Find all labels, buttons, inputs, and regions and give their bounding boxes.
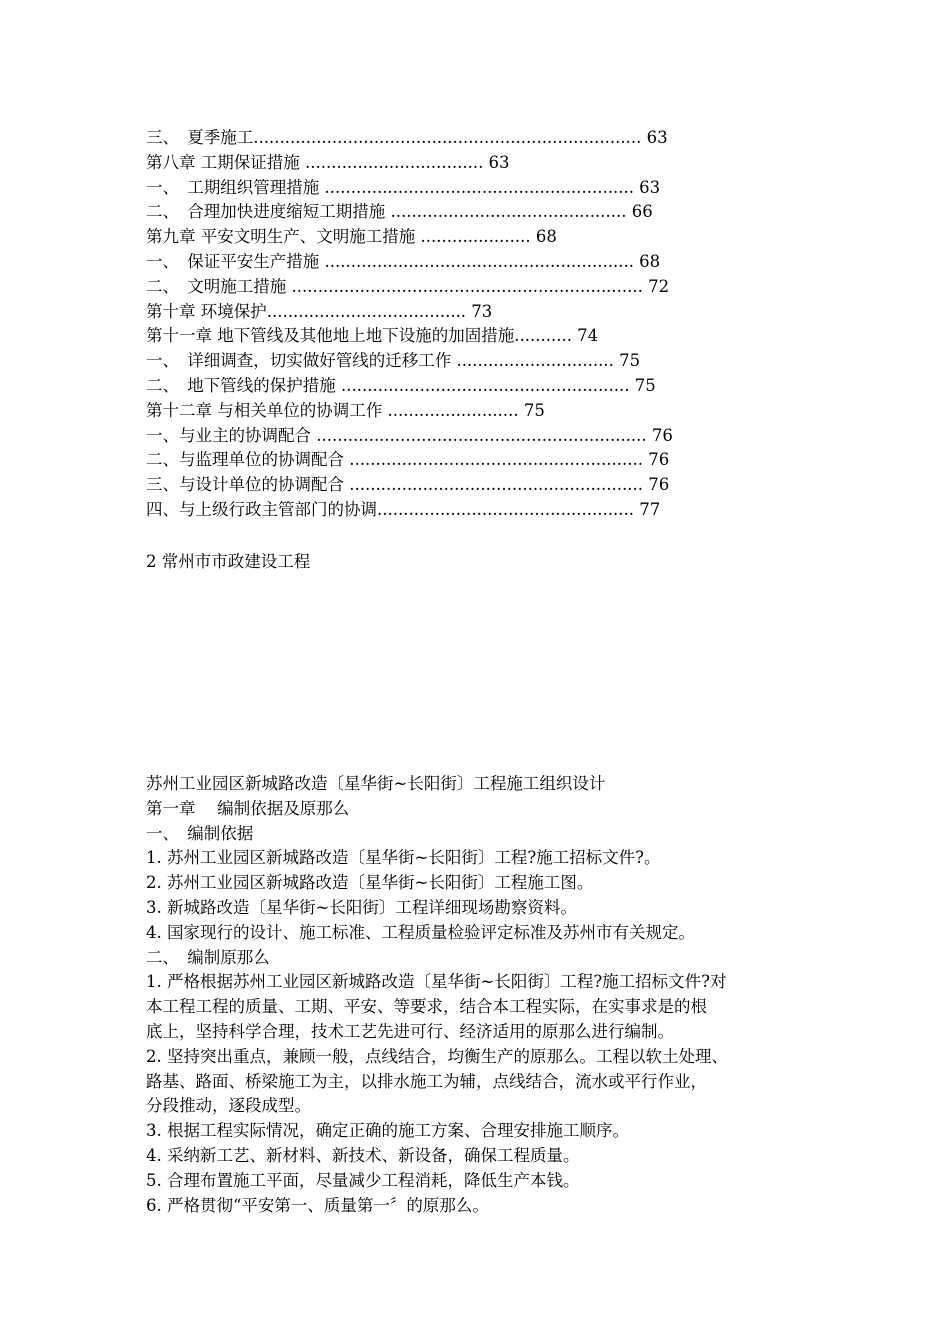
chapter-heading: 第一章 编制依据及原那么 <box>146 798 350 818</box>
paragraph-line: 4. 国家现行的设计、施工标准、工程质量检验评定标准及苏州市有关规定。 <box>146 922 695 942</box>
toc-entry[interactable]: 一、 详细调查，切实做好管线的迁移工作 .............................. 75 <box>146 351 641 371</box>
toc-entry[interactable]: 二、 文明施工措施 ................................................................... 72 <box>146 276 670 296</box>
paragraph-line: 3. 新城路改造〔星华街~长阳街〕工程详细现场勘察资料。 <box>146 897 577 917</box>
toc-entry[interactable]: 四、与上级行政主管部门的协调................................................. 77 <box>146 499 661 519</box>
toc-entry[interactable]: 第八章 工期保证措施 .................................. 63 <box>146 152 510 172</box>
paragraph-line: 本工程工程的质量、工期、平安、等要求，结合本工程实际，在实事求是的根 <box>146 997 707 1017</box>
table-of-contents <box>146 126 766 523</box>
paragraph-line: 底上，坚持科学合理，技术工艺先进可行、经济适用的原那么进行编制。 <box>146 1021 674 1041</box>
section-heading: 一、 编制依据 <box>146 823 254 843</box>
toc-entry[interactable]: 二、 地下管线的保护措施 ....................................................... 75 <box>146 375 656 395</box>
toc-entry[interactable]: 一、与业主的协调配合 ............................................................... 76 <box>146 425 673 445</box>
page-footer: 2 常州市市政建设工程 <box>146 552 311 571</box>
paragraph-line: 路基、路面、桥梁施工为主，以排水施工为辅，点线结合，流水或平行作业， <box>146 1071 707 1091</box>
section-heading: 二、 编制原那么 <box>146 947 270 967</box>
toc-entry[interactable]: 一、 保证平安生产措施 ........................................................... 68 <box>146 251 661 271</box>
toc-entry[interactable]: 三、 夏季施工.......................................................................... 63 <box>146 128 668 147</box>
paragraph-line: 分段推动，逐段成型。 <box>146 1096 311 1116</box>
toc-entry[interactable]: 二、 合理加快进度缩短工期措施 ............................................. 66 <box>146 202 653 222</box>
toc-entry[interactable]: 第十二章 与相关单位的协调工作 ......................... 75 <box>146 400 545 420</box>
toc-entry[interactable]: 第十一章 地下管线及其他地上地下设施的加固措施........... 74 <box>146 326 599 346</box>
toc-entry[interactable]: 第九章 平安文明生产、文明施工措施 ..................... 68 <box>146 227 557 247</box>
paragraph-line: 5. 合理布置施工平面，尽量减少工程消耗，降低生产本钱。 <box>146 1170 580 1190</box>
paragraph-line: 2. 坚持突出重点，兼顾一般，点线结合，均衡生产的原那么。工程以软土处理、 <box>146 1046 728 1066</box>
paragraph-line: 6. 严格贯彻“平安第一、质量第一〞的原那么。 <box>146 1195 489 1215</box>
paragraph-line: 1. 苏州工业园区新城路改造〔星华街~长阳街〕工程?施工招标文件?。 <box>146 848 661 868</box>
paragraph-line: 4. 采纳新工艺、新材料、新技术、新设备，确保工程质量。 <box>146 1145 580 1165</box>
paragraph-line: 1. 严格根据苏州工业园区新城路改造〔星华街~长阳街〕工程?施工招标文件?对 <box>146 972 727 992</box>
paragraph-line: 2. 苏州工业园区新城路改造〔星华街~长阳街〕工程施工图。 <box>146 873 594 893</box>
toc-entry[interactable]: 二、与监理单位的协调配合 ........................................................ 76 <box>146 450 670 470</box>
toc-entry[interactable]: 三、与设计单位的协调配合 ........................................................ 76 <box>146 475 670 495</box>
toc-entry[interactable]: 第十章 环境保护...................................... 73 <box>146 301 493 321</box>
paragraph-line: 3. 根据工程实际情况，确定正确的施工方案、合理安排施工顺序。 <box>146 1121 629 1141</box>
toc-entry[interactable]: 一、 工期组织管理措施 ........................................................... 63 <box>146 177 661 197</box>
document-title: 苏州工业园区新城路改造〔星华街~长阳街〕工程施工组织设计 <box>146 774 606 793</box>
document-body <box>146 772 826 1218</box>
